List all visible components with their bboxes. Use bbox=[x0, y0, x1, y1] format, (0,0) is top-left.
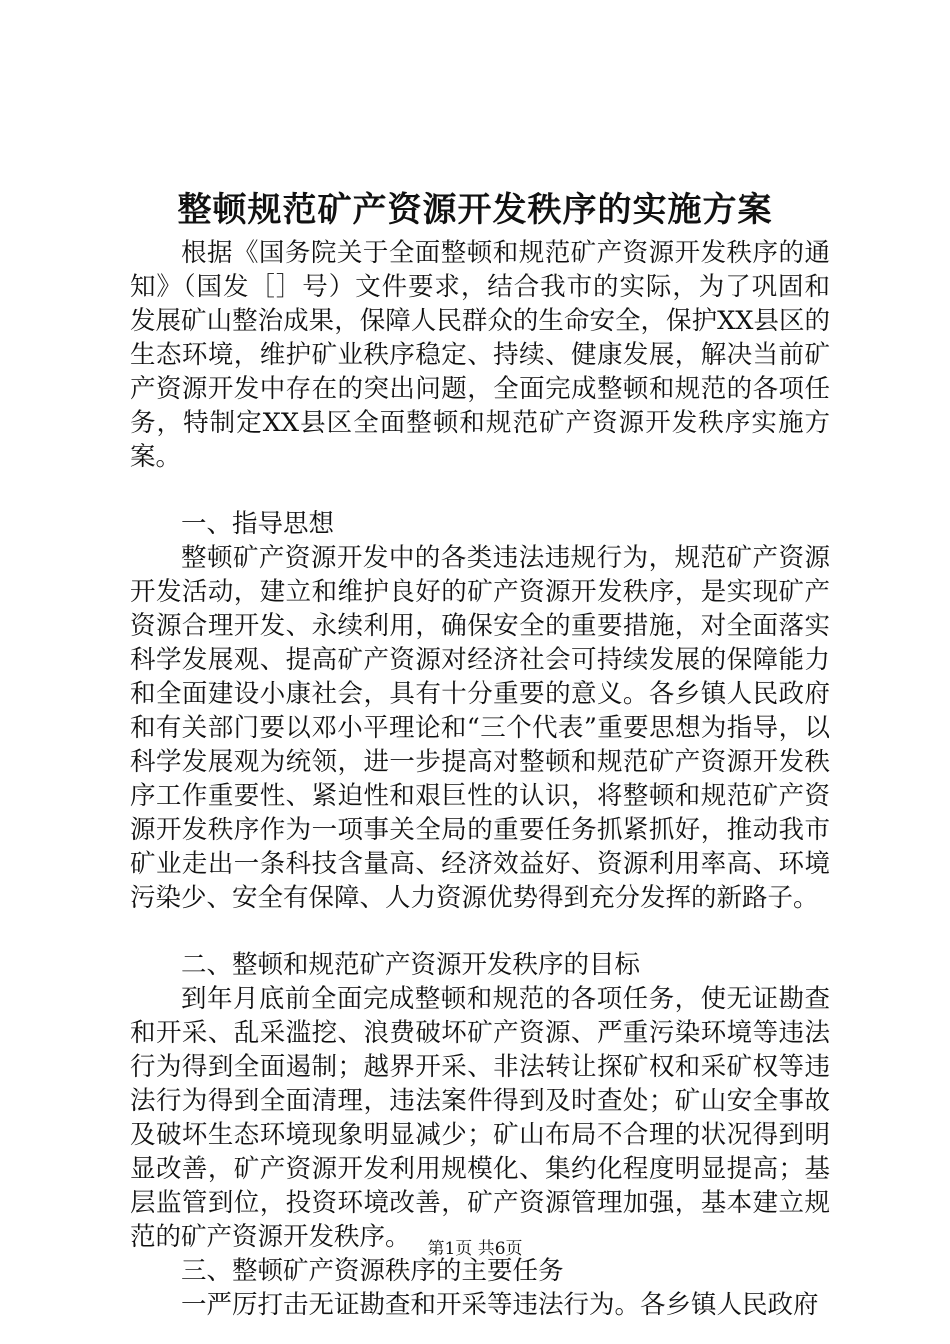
document-body bbox=[130, 236, 830, 1322]
section-heading-2: 二、整顿和规范矿产资源开发秩序的目标 bbox=[181, 950, 641, 980]
section-paragraph-1: 整顿矿产资源开发中的各类违法违规行为，规范矿产资源开发活动，建立和维护良好的矿产资源开发秩序，是实现矿产资源合理开发、永续利用，确保安全的重要措施，对全面落实科学发展观、提高矿产资源对经济社会可持续发展的保障能力和全面建设小康社会，具有十分重要的意义。各乡镇人民政府和有关部门要以邓小平理论和“三个代表”重要思想为指导，以科学发展观为统领，进一步提高对整顿和规范矿产资源开发秩序工作重要性、紧迫性和艰巨性的认识，将整顿和规范矿产资源开发秩序作为一项事关全局的重要任务抓紧抓好，推动我市矿业走出一条科技含量高、经济效益好、资源利用率高、环境污染少、安全有保障、人力资源优势得到充分发挥的新路子。 bbox=[130, 543, 830, 913]
section-heading-1: 一、指导思想 bbox=[181, 509, 335, 539]
section-paragraph-2: 到年月底前全面完成整顿和规范的各项任务，使无证勘查和开采、乱采滥挖、浪费破坏矿产资源、严重污染环境等违法行为得到全面遏制；越界开采、非法转让探矿权和采矿权等违法行为得到全面清理，违法案件得到及时查处；矿山安全事故及破坏生态环境现象明显减少；矿山布局不合理的状况得到明显改善，矿产资源开发利用规模化、集约化程度明显提高；基层监管到位，投资环境改善，矿产资源管理加强，基本建立规范的矿产资源开发秩序。 bbox=[130, 984, 830, 1252]
section-paragraph-3: 一严厉打击无证勘查和开采等违法行为。各乡镇人民政府 bbox=[181, 1290, 819, 1320]
document-title: 整顿规范矿产资源开发秩序的实施方案 bbox=[177, 190, 773, 230]
page-number-footer: 第1页 共6页 bbox=[427, 1239, 523, 1259]
intro-paragraph: 根据《国务院关于全面整顿和规范矿产资源开发秩序的通知》（国发［］号）文件要求，结合我市的实际，为了巩固和发展矿山整治成果，保障人民群众的生命安全，保护XX县区的生态环境，维护矿业秩序稳定、持续、健康发展，解决当前矿产资源开发中存在的突出问题，全面完成整顿和规范的各项任务，特制定XX县区全面整顿和规范矿产资源开发秩序实施方案。 bbox=[130, 238, 830, 472]
paragraph-spacer bbox=[130, 474, 830, 507]
section-heading-3: 三、整顿矿产资源秩序的主要任务 bbox=[181, 1256, 564, 1286]
paragraph-spacer bbox=[130, 915, 830, 948]
